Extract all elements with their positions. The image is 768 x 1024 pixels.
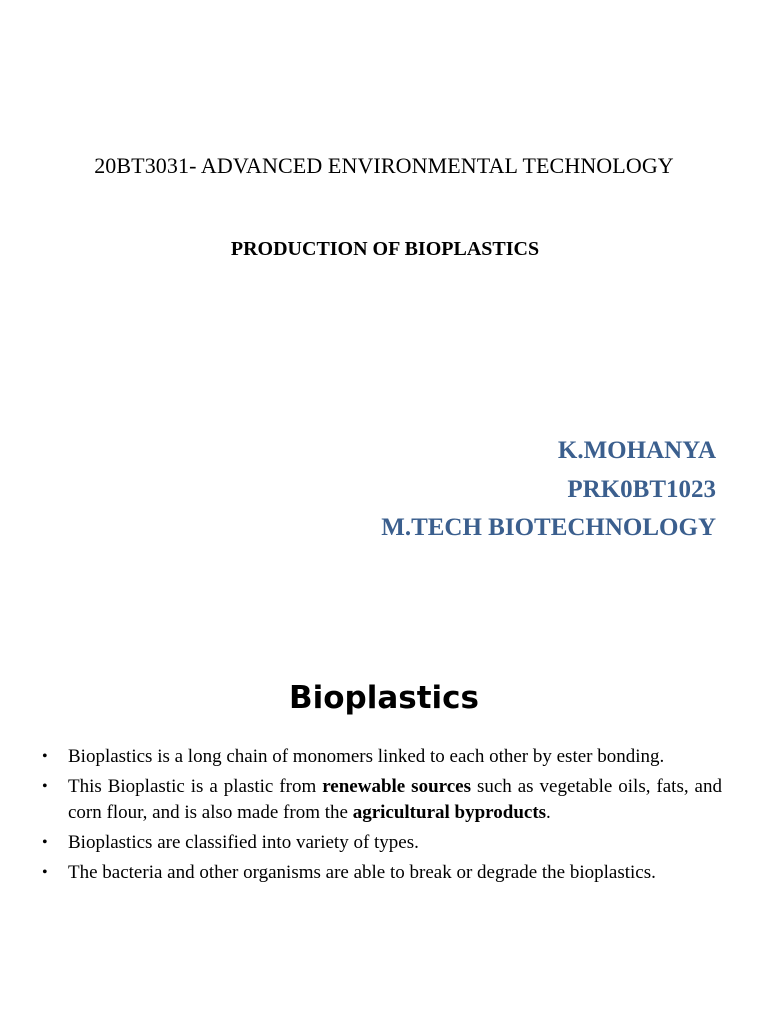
list-item: [40, 830, 722, 856]
bold-phrase-agricultural-byproducts: agricultural byproducts: [352, 802, 547, 823]
list-item: [40, 774, 722, 826]
content-slide: [0, 640, 768, 1024]
list-item: [40, 860, 722, 886]
bullet-text: Bioplastics are classified into variety of types.: [68, 832, 419, 853]
author-name: K.MOHANYA: [557, 437, 716, 464]
bullet-text-mid: such as vegetable oils, fats, and corn flour, and is also made from the: [68, 776, 722, 823]
bullet-icon: •: [42, 778, 48, 795]
bullet-list: [40, 744, 722, 890]
bullet-text-post: .: [546, 802, 551, 823]
bullet-icon: •: [42, 748, 48, 765]
bold-phrase-renewable-sources: renewable sources: [322, 776, 471, 797]
author-program: M.TECH BIOTECHNOLOGY: [381, 514, 716, 541]
bullet-icon: •: [42, 834, 48, 851]
bullet-icon: •: [42, 864, 48, 881]
course-title: 20BT3031- ADVANCED ENVIRONMENTAL TECHNOLOGY: [94, 153, 674, 178]
bullet-text: Bioplastics is a long chain of monomers linked to each other by ester bonding.: [68, 746, 665, 767]
bullet-text: The bacteria and other organisms are able to break or degrade the bioplastics.: [68, 862, 656, 883]
author-id: PRK0BT1023: [567, 475, 716, 503]
bullet-text-pre: This Bioplastic is a plastic from: [68, 776, 323, 797]
author-block: [381, 432, 716, 548]
slide-title: Bioplastics: [288, 680, 479, 716]
presentation-topic: PRODUCTION OF BIOPLASTICS: [230, 238, 540, 260]
list-item: [40, 744, 722, 770]
